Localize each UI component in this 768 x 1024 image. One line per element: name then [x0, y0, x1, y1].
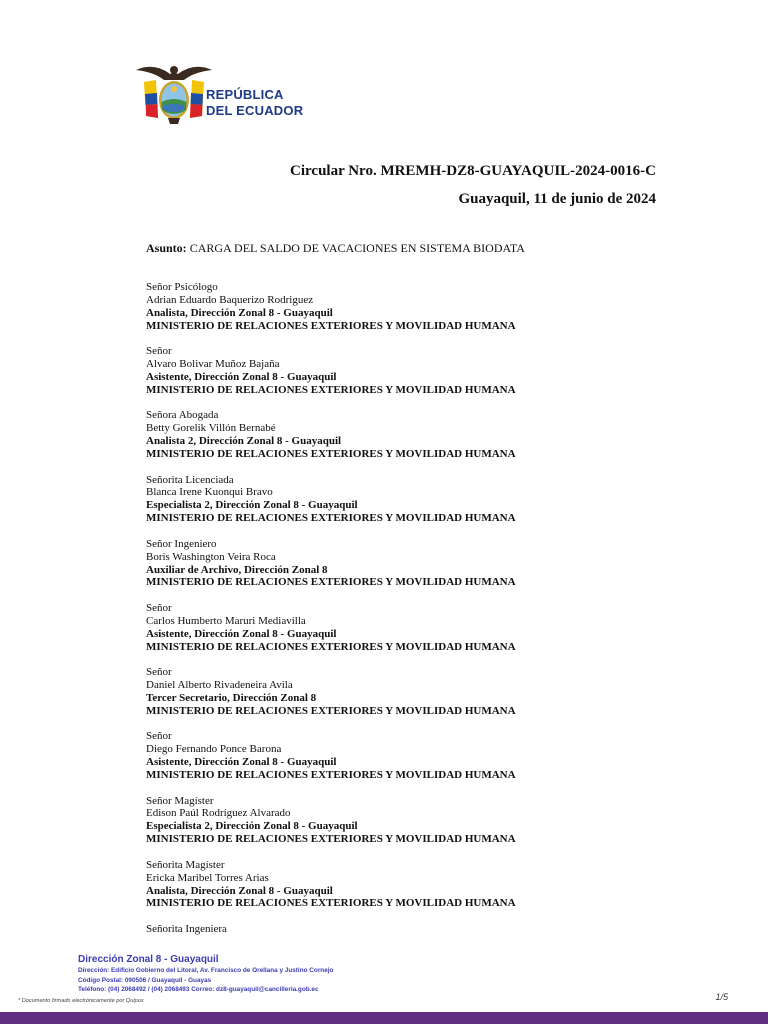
footer-postal-code: Código Postal: 090506 / Guayaquil - Guayas: [78, 976, 212, 984]
footer-phone-email: Teléfono: (04) 2068492 / (04) 2068493 Correo: dz8-guayaquil@cancilleria.gob.ec: [78, 986, 319, 993]
recipient-block: [146, 666, 686, 730]
recipient-title: Señora Abogada: [146, 409, 219, 422]
recipient-position: Tercer Secretario, Dirección Zonal 8: [146, 691, 317, 704]
footer-contact: [78, 953, 333, 995]
recipient-name: Alvaro Bolivar Muñoz Bajaña: [146, 358, 280, 371]
recipient-ministry: MINISTERIO DE RELACIONES EXTERIORES Y MOVILIDAD HUMANA: [146, 833, 516, 846]
recipient-name: Ericka Maribel Torres Arias: [146, 871, 269, 884]
recipient-block: [146, 730, 686, 794]
recipient-title: Señor Ingeniero: [146, 537, 217, 550]
recipient-list: [146, 281, 686, 987]
recipient-ministry: MINISTERIO DE RELACIONES EXTERIORES Y MOVILIDAD HUMANA: [146, 512, 516, 525]
recipient-name: Edison Paúl Rodríguez Alvarado: [146, 807, 291, 820]
recipient-title: Señorita Ingeniera: [146, 922, 227, 935]
recipient-block: [146, 538, 686, 602]
recipient-title: Señor: [146, 345, 172, 358]
recipient-position: Asistente, Dirección Zonal 8 - Guayaquil: [146, 371, 337, 383]
recipient-title: Señor: [146, 666, 172, 679]
recipient-position: Analista, Dirección Zonal 8 - Guayaquil: [146, 884, 333, 897]
recipient-title: Señorita Magíster: [146, 858, 225, 871]
recipient-title: Señor Magíster: [146, 794, 214, 807]
recipient-block: [146, 409, 686, 473]
recipient-name: Boris Washington Veira Roca: [146, 550, 276, 563]
recipient-position: Auxiliar de Archivo, Dirección Zonal 8: [146, 563, 328, 576]
logo-line-1: REPÚBLICA: [206, 87, 284, 102]
recipient-position: Especialista 2, Dirección Zonal 8 - Guayaquil: [146, 499, 358, 512]
recipient-block: [146, 345, 686, 409]
subject-line: [146, 241, 525, 256]
recipient-block: [146, 602, 686, 666]
document-date: Guayaquil, 11 de junio de 2024: [458, 191, 656, 207]
recipient-position: Analista 2, Dirección Zonal 8 - Guayaquil: [146, 435, 342, 448]
logo-line-2: DEL ECUADOR: [206, 103, 304, 118]
recipient-title: Señor: [146, 730, 172, 743]
recipient-name: Diego Fernando Ponce Barona: [146, 743, 282, 756]
logo-wordmark: [206, 87, 303, 119]
recipient-ministry: MINISTERIO DE RELACIONES EXTERIORES Y MOVILIDAD HUMANA: [146, 576, 516, 589]
bottom-color-bar: [0, 1012, 768, 1024]
recipient-name: Adrian Eduardo Baquerizo Rodriguez: [146, 293, 314, 306]
footer-title: Dirección Zonal 8 - Guayaquil: [78, 954, 219, 965]
recipient-position: Analista, Dirección Zonal 8 - Guayaquil: [146, 306, 333, 319]
recipient-ministry: MINISTERIO DE RELACIONES EXTERIORES Y MOVILIDAD HUMANA: [146, 704, 516, 717]
electronic-signature-note: * Documento firmado electrónicamente por Quipux: [18, 998, 144, 1004]
recipient-ministry: MINISTERIO DE RELACIONES EXTERIORES Y MOVILIDAD HUMANA: [146, 383, 516, 396]
recipient-ministry: MINISTERIO DE RELACIONES EXTERIORES Y MOVILIDAD HUMANA: [146, 319, 516, 332]
recipient-ministry: MINISTERIO DE RELACIONES EXTERIORES Y MOVILIDAD HUMANA: [146, 769, 516, 782]
recipient-block: [146, 474, 686, 538]
recipient-block: [146, 795, 686, 859]
recipient-block: [146, 281, 686, 345]
recipient-name: Daniel Alberto Rivadeneira Avila: [146, 679, 293, 692]
ecuador-coat-of-arms-icon: [134, 60, 214, 130]
recipient-name: Carlos Humberto Maruri Mediavilla: [146, 614, 306, 627]
recipient-block: [146, 859, 686, 923]
circular-number: Circular Nro. MREMH-DZ8-GUAYAQUIL-2024-0016-C: [290, 163, 656, 179]
recipient-ministry: MINISTERIO DE RELACIONES EXTERIORES Y MOVILIDAD HUMANA: [146, 897, 516, 910]
recipient-name: Blanca Irene Kuonqui Bravo: [146, 486, 273, 499]
recipient-ministry: MINISTERIO DE RELACIONES EXTERIORES Y MOVILIDAD HUMANA: [146, 448, 516, 461]
recipient-position: Asistente, Dirección Zonal 8 - Guayaquil: [146, 756, 337, 769]
subject-label: Asunto:: [146, 241, 187, 255]
recipient-title: Señorita Licenciada: [146, 473, 234, 486]
footer-address: Dirección: Edificio Gobierno del Litoral, Av. Francisco de Orellana y Justino Cornejo: [78, 967, 334, 974]
recipient-title: Señor Psicólogo: [146, 281, 218, 293]
recipient-position: Asistente, Dirección Zonal 8 - Guayaquil: [146, 627, 337, 640]
page-number: 1/5: [715, 992, 728, 1002]
subject-text: CARGA DEL SALDO DE VACACIONES EN SISTEMA BIODATA: [186, 241, 525, 255]
recipient-title: Señor: [146, 601, 172, 614]
recipient-ministry: MINISTERIO DE RELACIONES EXTERIORES Y MOVILIDAD HUMANA: [146, 640, 516, 653]
republica-del-ecuador-logo: [134, 60, 334, 130]
recipient-name: Betty Gorelik Villón Bernabé: [146, 422, 276, 435]
recipient-position: Especialista 2, Dirección Zonal 8 - Guayaquil: [146, 820, 358, 833]
